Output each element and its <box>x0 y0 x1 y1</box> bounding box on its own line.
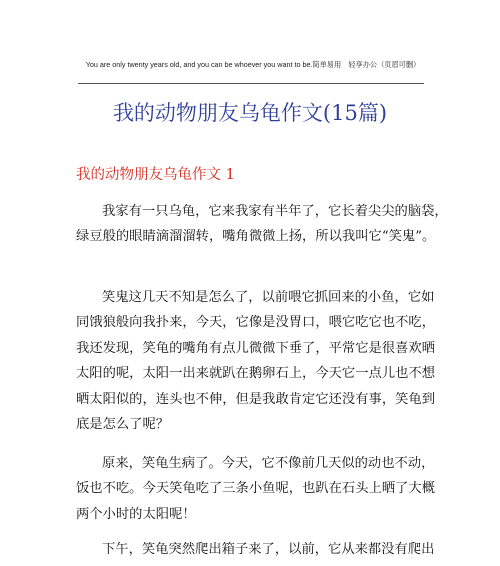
paragraph-line: 笑鬼这几天不知是怎么了，以前喂它抓回来的小鱼，它如 <box>102 290 435 305</box>
paragraph-line: 绿豆般的眼睛滴溜溜转，嘴角微微上扬，所以我叫它“笑鬼”。 <box>76 229 436 245</box>
page-header: You are only twenty years old, and you can be whoever you want to be.简单易用 轻享办公（页眉可删） <box>85 60 421 69</box>
paragraph-line: 饭也不吃。今天笑龟吃了三条小鱼呢，也趴在石头上晒了大概 <box>76 481 436 497</box>
section-title: 我的动物朋友乌龟作文 1 <box>76 167 235 183</box>
paragraph-line: 两个小时的太阳呢！ <box>76 506 196 522</box>
paragraph <box>76 451 436 527</box>
paragraph-line: 晒太阳似的，连头也不伸，但是我敢肯定它还没有事，笑龟到 <box>76 391 436 407</box>
paragraph-line: 我还发现，笑龟的嘴角有点儿微微下垂了，平常它是很喜欢晒 <box>76 340 436 356</box>
paragraph-line: 我家有一只乌龟，它来我家有半年了，它长着尖尖的脑袋， <box>102 204 448 219</box>
paragraph-line: 同饿狼般向我扑来，今天，它像是没胃口，喂它吃它也不吃， <box>76 315 436 331</box>
header-divider <box>78 83 424 84</box>
paragraph-line: 底是怎么了呢？ <box>76 417 170 433</box>
paragraph <box>76 199 448 250</box>
document-title: 我的动物朋友乌龟作文(15篇) <box>112 101 388 125</box>
paragraph-line: 下午，笑龟突然爬出箱子来了，以前，它从来都没有爬出 <box>102 542 435 557</box>
paragraph-line: 太阳的呢，太阳一出来就趴在鹅卵石上，今天它一点儿也不想 <box>76 366 436 382</box>
paragraph <box>76 285 436 437</box>
paragraph <box>76 537 435 562</box>
paragraph-line: 原来，笑龟生病了。今天，它不像前几天似的动也不动， <box>102 456 435 471</box>
